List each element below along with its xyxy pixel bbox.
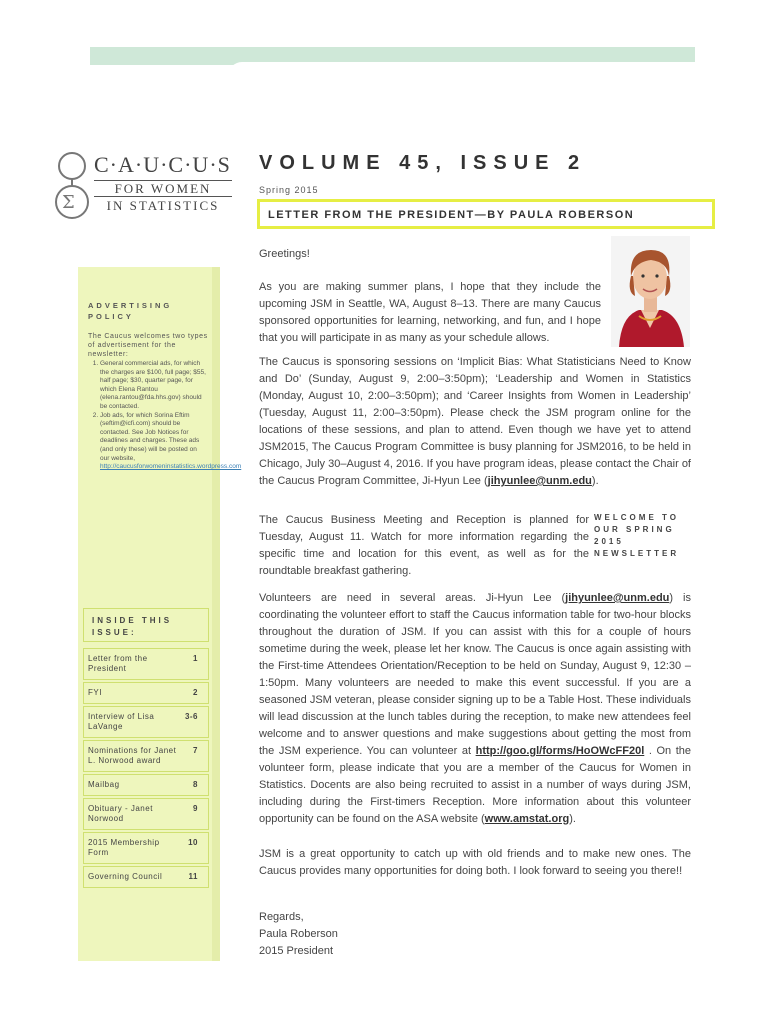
toc-item[interactable] [83,682,209,704]
letter-signature-role: 2015 President [259,945,333,957]
toc-item-page: 8 [193,780,198,789]
advertising-heading: ADVERTISING POLICY [88,301,173,321]
advertising-list [88,360,242,472]
toc-item-title: FYI [88,688,102,697]
issue-date: Spring 2015 [259,185,319,195]
svg-text:Σ: Σ [62,192,75,213]
letter-text: . On the volunteer form, please indicate that you are a member of the Caucus for Women in Statistics. Docents are also being recruited to assist in a number of ways during JSM, including during the First-timers Reception. More information about this volunteer opportunity can be found on the ASA website ( [259,745,691,825]
logo-line-1: C·A·U·C·U·S [94,152,231,177]
letter-paragraph [259,590,691,828]
section-header-box [257,199,715,229]
toc-item-page: 7 [193,746,198,755]
email-link[interactable]: jihyunlee@unm.edu [487,475,592,487]
letter-signature-name: Paula Roberson [259,928,338,940]
toc-item-title: Nominations for Janet L. Norwood award [88,746,177,765]
letter-text: ). [569,813,576,825]
toc-item-title: Interview of Lisa LaVange [88,712,155,731]
toc-item-page: 2 [193,688,198,697]
caucus-logo [54,150,234,222]
toc-item-title: 2015 Membership Form [88,838,160,857]
toc-item-title: Governing Council [88,872,163,881]
amstat-link[interactable]: www.amstat.org [484,813,570,825]
website-link[interactable]: http://caucusforwomeninstatistics.wordpress.com [100,463,242,471]
letter-paragraph [259,354,691,490]
header-band-notch [228,62,695,90]
toc-item[interactable] [83,798,209,830]
toc-heading: INSIDE THIS ISSUE: [83,608,209,642]
letter-paragraph: The Caucus Business Meeting and Reception is planned for Tuesday, August 11. Watch for more information regarding the specific time and location for this event, as well as for the roundtable breakfast gathering. [259,514,589,577]
email-link[interactable]: jihyunlee@unm.edu [565,592,670,604]
toc-item[interactable] [83,774,209,796]
toc-item[interactable] [83,740,209,772]
toc-item-page: 9 [193,804,198,813]
toc-item-title: Mailbag [88,780,120,789]
advertising-policy [88,300,242,472]
female-symbol-icon [54,150,94,222]
letter-text: ). [591,475,599,487]
toc-item-page: 10 [188,838,198,847]
letter-greeting: Greetings! [259,248,310,260]
toc-item[interactable] [83,706,209,738]
advertising-item [100,411,242,472]
advertising-item: 1. General commercial ads, for which the charges are $100, full page; $55, half page; $30, quarter page, for which Elena Rantou (elena.rantou@fda.hhs.gov) should be contacted. [100,360,208,412]
toc-item-title: Letter from the President [88,654,148,673]
toc-item[interactable] [83,648,209,680]
sidebar-edge [212,267,220,961]
toc-item-page: 3-6 [184,712,198,721]
letter-paragraph: As you are making summer plans, I hope that they include the upcoming JSM in Seattle, WA, August 8–13. There are many Caucus sponsored opportunities for learning, networking, and fun, and I hope that you will participate in as many as your schedule allows. [259,281,601,344]
letter-text: Volunteers are need in several areas. Ji-Hyun Lee ( [259,592,566,604]
letter-text: The Caucus is sponsoring sessions on ‘Implicit Bias: What Statisticians Need to Know and Do’ (Sunday, August 9, 2:00–3:50pm); ‘Leadership and Women in Statistics (Monday, August 10, 2:00–3:50pm); and ‘Career Insights from Women in Leadership’ (Tuesday, August 11, 2:00–3:50pm). Please check the JSM program online for the locations of these sessions, and plan to attend. Even though we have yet to attend JSM2015, The Caucus Program Committee is busy planning for JSM2016, to be held in Chicago, July 30–August 4, 2016. If you have program ideas, please contact the Chair of the Caucus Program Committee, Ji-Hyun Lee ( [259,356,691,487]
advertising-item-text: Job ads, for which Sorina Eftim (seftim@icfi.com) should be contacted. See Job Notices for deadlines and charges. These ads (and only these) will be posted on our website, [100,411,200,462]
toc-item-page: 1 [193,654,198,663]
letter-paragraph: JSM is a great opportunity to catch up with old friends and to make new ones. The Caucus provides many opportunities for doing both. I look forward to seeing you there!! [259,848,691,877]
letter-text: ) is coordinating the volunteer effort to staff the Caucus information table for two-hour blocks throughout the duration of JSM. If you can assist with this for a couple of hours sometime during the week, please let her know. The Caucus is once again assisting with the First-time Attendees Orientation/Reception to be held on Sunday, August 9, 12:30 – 1:50pm. Many volunteers are needed to make this event successful. If you are a seasoned JSM veteran, please consider signing up to be a Table Host. These individuals will lead discussion at the lunch tables during the reception, to make new attendees feel welcome and to answer questions and make suggestions about getting the most from the JSM experience. You can volunteer at [259,592,691,757]
letter-closing: Regards, [259,911,304,923]
logo-line-3: IN STATISTICS [106,198,220,213]
toc-item-title: Obituary - Janet Norwood [88,804,153,823]
section-title: LETTER FROM THE PRESIDENT—BY PAULA ROBERSON [268,209,635,221]
volume-title: VOLUME 45, ISSUE 2 [259,152,587,174]
advertising-intro: The Caucus welcomes two types of advertisement for the newsletter: [88,333,208,358]
toc-item-page: 11 [188,872,198,881]
toc-list [83,648,209,890]
logo-line-2: FOR WOMEN [94,180,232,197]
volunteer-form-link[interactable]: http://goo.gl/forms/HoOWcFF20l [475,745,645,757]
toc-item[interactable] [83,866,209,888]
toc-item[interactable] [83,832,209,864]
welcome-callout: WELCOME TO OUR SPRING 2015 NEWSLETTER [594,513,680,558]
